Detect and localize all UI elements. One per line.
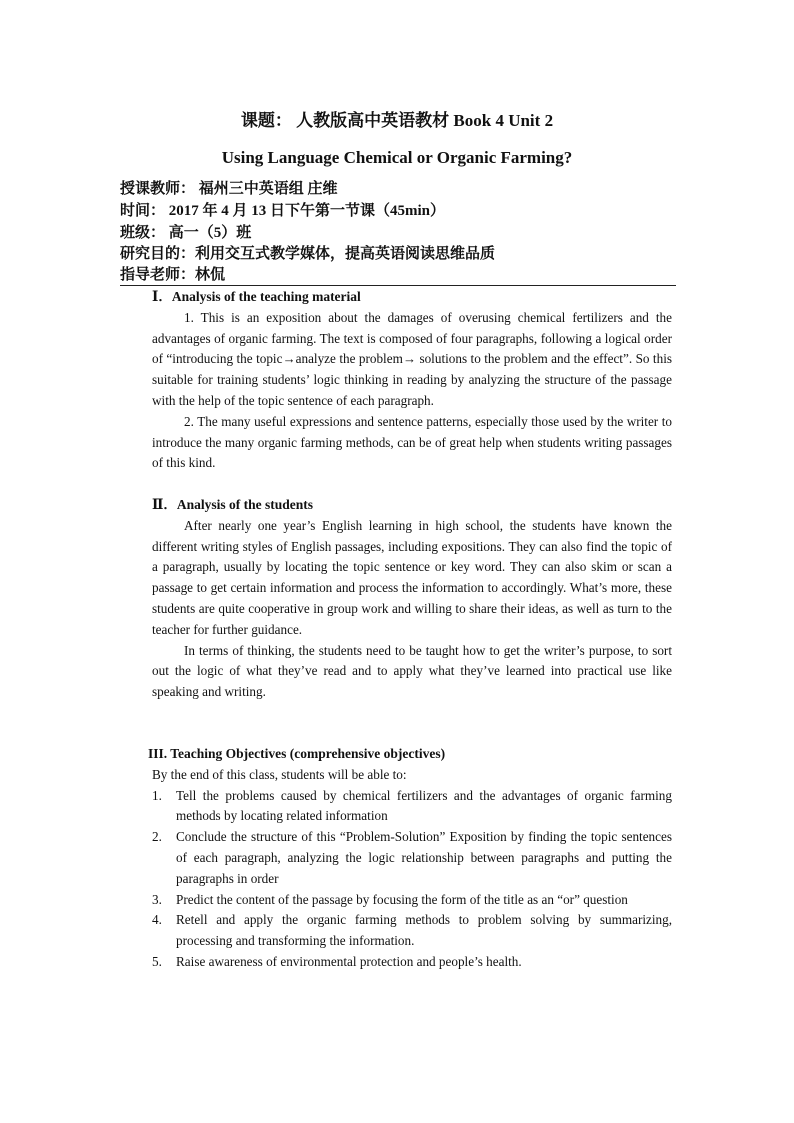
paragraph: 2. The many useful expressions and sentence patterns, especially those used by the writer to introduce the many organic farming methods, can be of great help when students writing passages of this kind. xyxy=(152,413,672,471)
list-item: 4. Retell and apply the organic farming methods to problem solving by summarizing, processing and transforming the information. xyxy=(152,912,672,949)
list-item: 3. Predict the content of the passage by focusing the form of the title as an “or” question xyxy=(152,891,628,907)
section-teaching-material xyxy=(152,287,672,474)
list-item: 1. Tell the problems caused by chemical fertilizers and the advantages of organic farming methods by locating related information xyxy=(152,787,672,824)
lesson-subtitle: Using Language Chemical or Organic Farming? xyxy=(221,148,573,167)
lesson-title: 课题： 人教版高中英语教材 Book 4 Unit 2 xyxy=(240,111,554,130)
paragraph: 1. This is an exposition about the damages of overusing chemical fertilizers and the advantages of organic farming. The text is composed of four paragraphs, following a logical order of “introducing the topic→analyze the problem→ solutions to the problem and the effect”. So this suitable for training students’ logic thinking in reading by analyzing the structure of the passage with the help of the topic sentence of each paragraph. xyxy=(152,309,672,408)
purpose-line: 研究目的：利用交互式教学媒体，提高英语阅读思维品质 xyxy=(120,246,496,262)
teacher-line: 授课教师： 福州三中英语组 庄维 xyxy=(120,181,338,197)
section-heading: Ⅱ．Analysis of the students xyxy=(152,497,314,512)
paragraph: After nearly one year’s English learning in high school, the students have known the different writing styles of English passages, including expositions. They can also find the topic of a paragraph, usually by locating the topic sentence or key word. They can also skim or scan a passage to get certain information and process the information to accordingly. What’s more, these students are quite cooperative in group work and willing to share their ideas, as well as turn to the teacher for further guidance. xyxy=(152,517,672,637)
section-heading: III. Teaching Objectives (comprehensive objectives) xyxy=(148,746,446,761)
section-objectives xyxy=(148,744,672,973)
section-heading: Ⅰ．Analysis of the teaching material xyxy=(152,289,361,304)
list-item: 2. Conclude the structure of this “Problem-Solution” Exposition by finding the topic sentences of each paragraph, analyzing the logic relationship between paragraphs and putting the paragraphs in order xyxy=(152,829,672,886)
header-divider xyxy=(120,285,676,286)
objectives-list xyxy=(148,786,672,973)
objectives-intro: By the end of this class, students will be able to: xyxy=(152,766,407,782)
time-line: 时间： 2017 年 4 月 13 日下午第一节课（45min） xyxy=(120,203,446,219)
list-item: 5. Raise awareness of environmental protection and people’s health. xyxy=(152,953,522,969)
paragraph: In terms of thinking, the students need to be taught how to get the writer’s purpose, to sort out the logic of what they’ve read and to apply what they’ve learned into practical use like speaking and writing. xyxy=(152,642,672,700)
class-line: 班级： 高一（5）班 xyxy=(120,225,252,241)
advisor-line: 指导老师：林侃 xyxy=(120,267,226,283)
section-students xyxy=(152,495,672,703)
